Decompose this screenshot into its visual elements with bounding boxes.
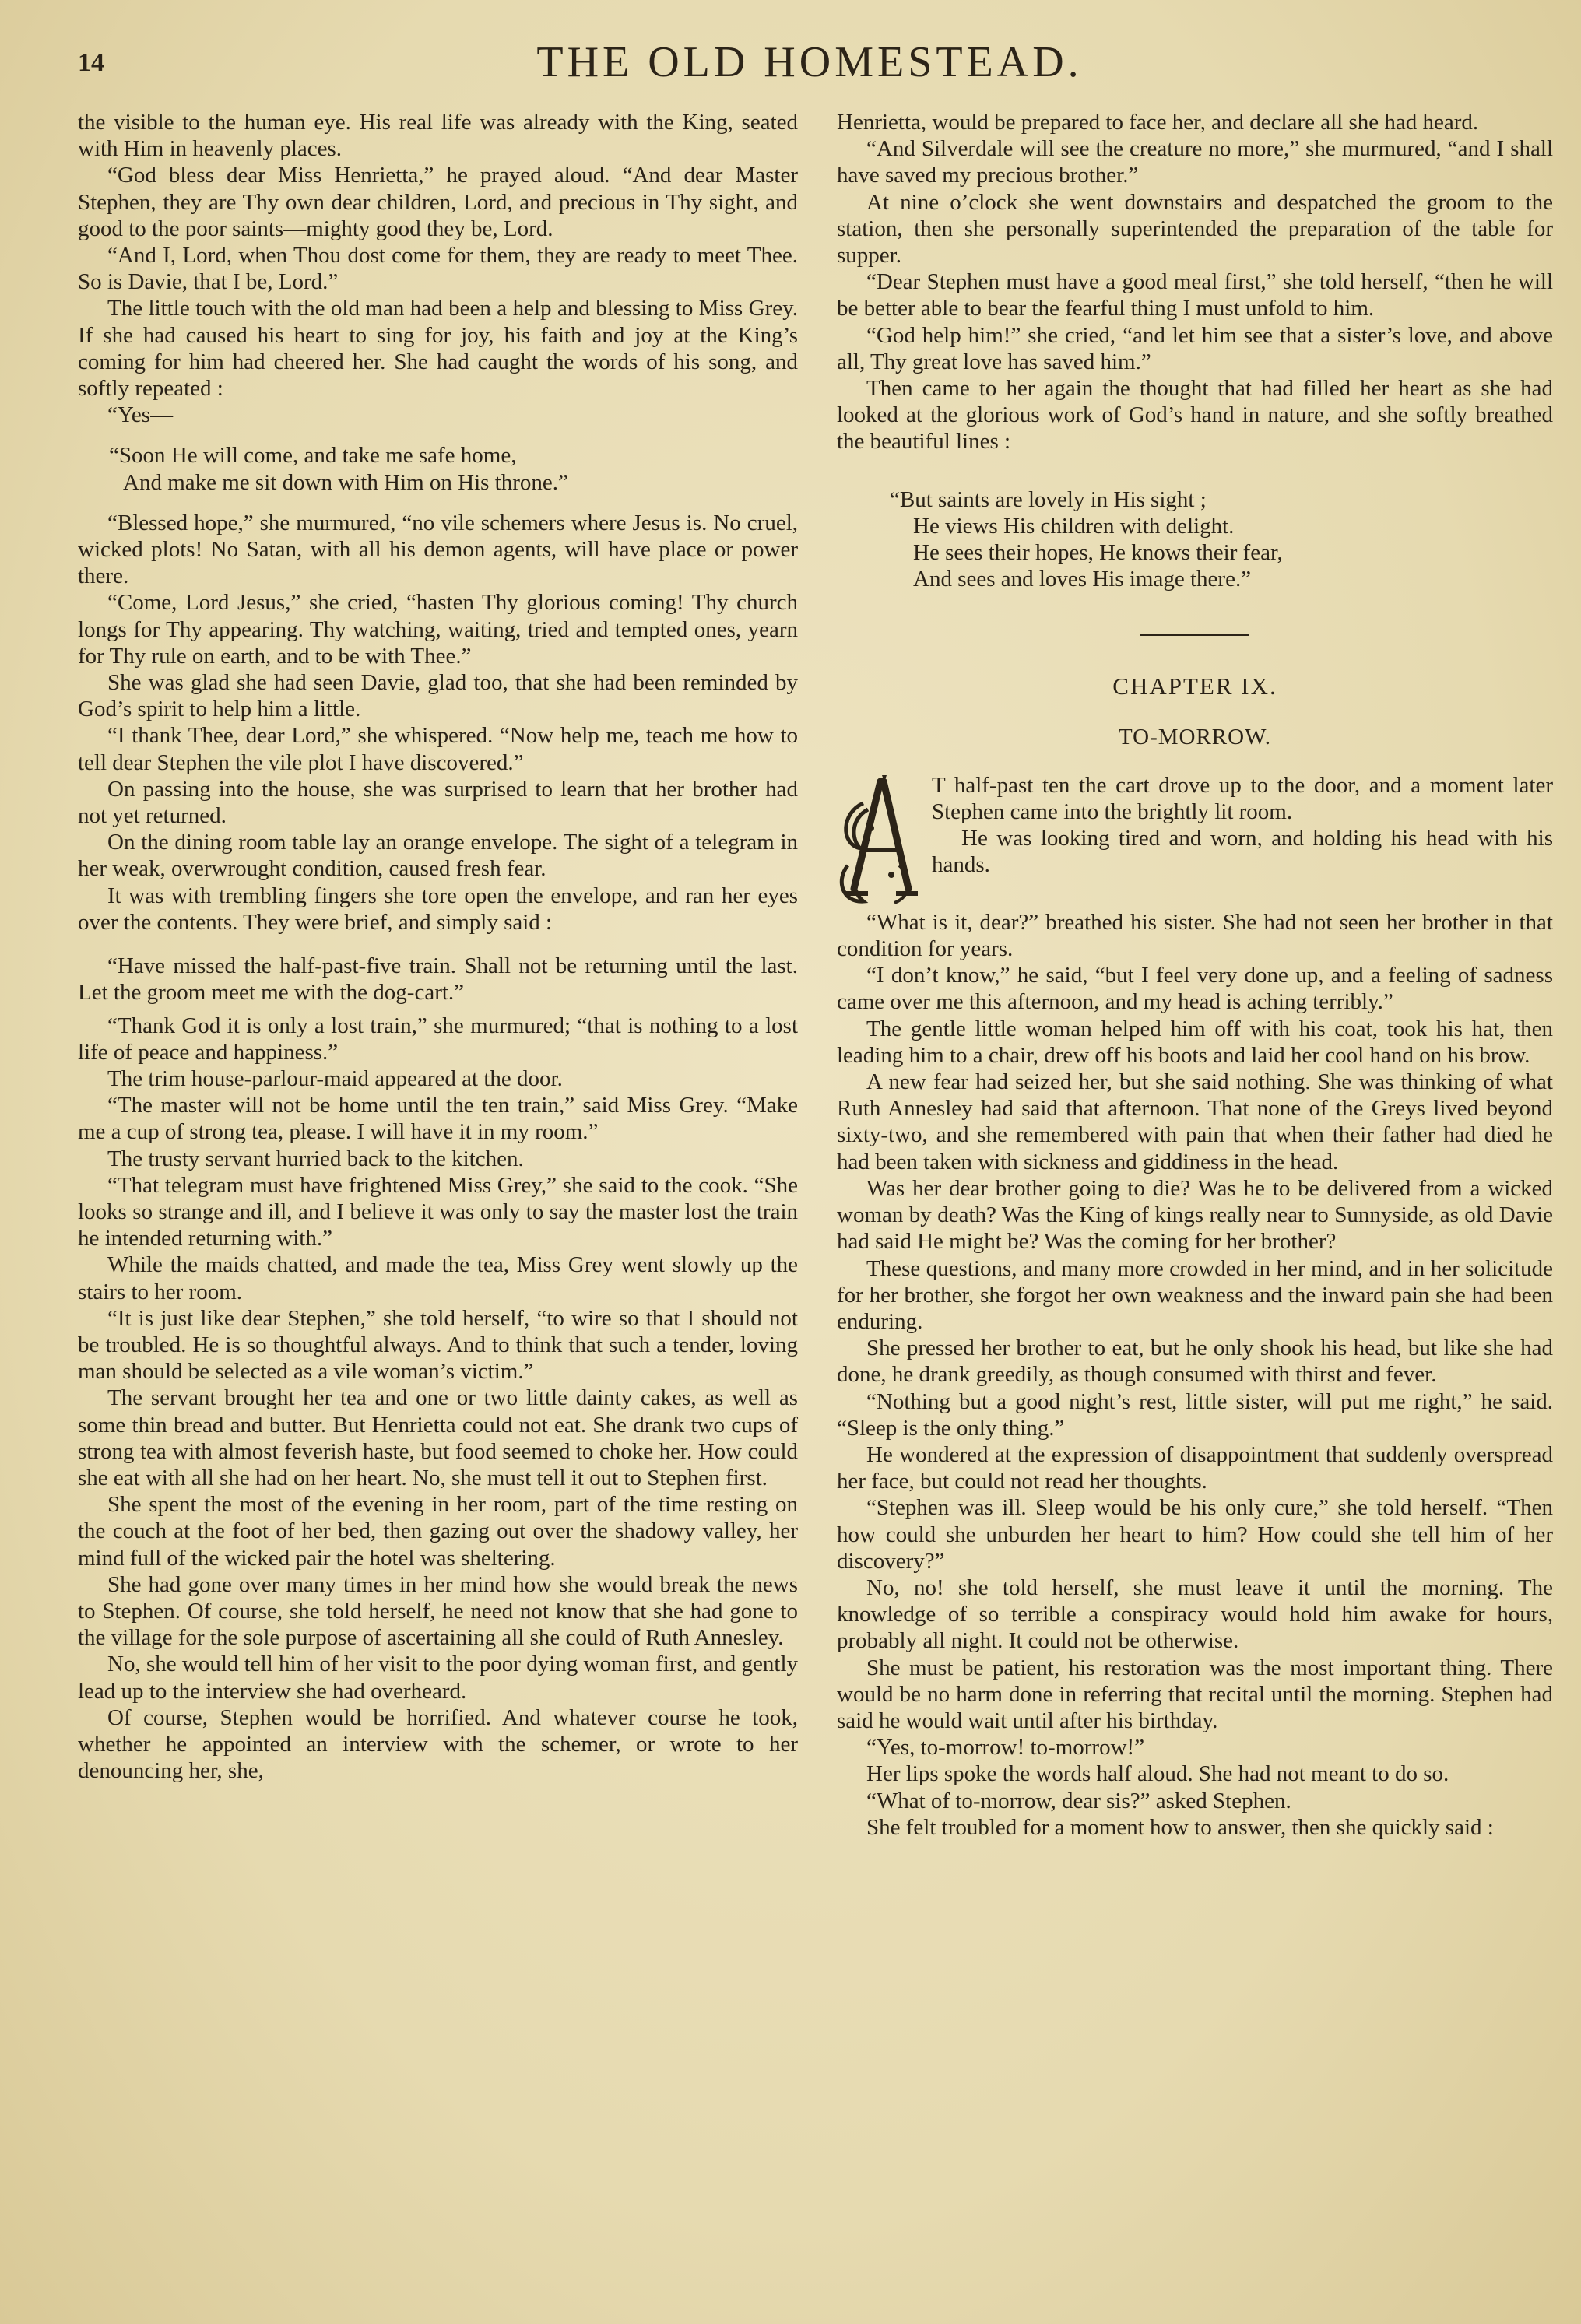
paragraph: The gentle little woman helped him off with his coat, took his hat, then leading him to a chair, drew off his boots and laid her cool hand on his brow. [837, 1016, 1553, 1068]
paragraph: No, no! she told herself, she must leave it until the morning. The knowledge of so terrible a conspiracy would hold him awake for hours, probably all night. It could not be otherwise. [837, 1574, 1553, 1654]
paragraph: She felt troubled for a moment how to answer, then she quickly said : [866, 1814, 1494, 1840]
paragraph: the visible to the human eye. His real life was already with the King, seated with Him in heavenly places. [78, 110, 798, 162]
section-divider [1140, 634, 1249, 636]
paragraph: She had gone over many times in her mind how she would break the news to Stephen. Of course, she told herself, he need not know that she had gone to the village for the sole purpose of ascertaining all she could of Ruth Annesley. [78, 1571, 798, 1651]
paragraph: “God bless dear Miss Henrietta,” he prayed aloud. “And dear Master Stephen, they are Thy own dear children, Lord, and precious in Thy sight, and good to the poor saints—mighty good they be, Lord. [78, 163, 798, 241]
paragraph: “Thank God it is only a lost train,” she murmured; “that is nothing to a lost life of peace and happiness.” [78, 1013, 798, 1065]
verse-line: And sees and loves His image there.” [913, 567, 1252, 592]
chapter-title: CHAPTER IX. [1112, 672, 1277, 700]
paragraph: A new fear had seized her, but she said nothing. She was thinking of what Ruth Annesley had said that afternoon. That none of the Greys lived beyond sixty-two, and she remembered with pain that when their father had died he had been taken with sickness and giddiness in the head. [837, 1069, 1553, 1174]
verse-quote [101, 442, 798, 495]
paragraph: “Nothing but a good night’s rest, little sister, will put me right,” he said. “Sleep is the only thing.” [837, 1388, 1553, 1441]
paragraph: At nine o’clock she went downstairs and despatched the groom to the station, then she personally superintended the preparation of the table for supper. [837, 189, 1553, 269]
verse-line: “But saints are lovely in His sight ; [890, 486, 1207, 512]
paragraph: “I don’t know,” he said, “but I feel very done up, and a feeling of sadness came over me this afternoon, and my head is aching terribly.” [837, 963, 1553, 1015]
telegram-text: “Have missed the half-past-five train. Shall not be returning until the last. Let the groom meet me with the dog-cart.” [78, 953, 798, 1006]
paragraph: On passing into the house, she was surprised to learn that her brother had not yet returned. [78, 776, 798, 829]
paragraph: She pressed her brother to eat, but he only shook his head, but like she had done, he drank greedily, as though consumed with thirst and fever. [837, 1336, 1553, 1388]
paragraph: Her lips spoke the words half aloud. She had not meant to do so. [866, 1761, 1449, 1787]
paragraph: The trim house-parlour-maid appeared at the door. [107, 1065, 563, 1091]
paragraph: The trusty servant hurried back to the kitchen. [107, 1146, 524, 1171]
paragraph: While the maids chatted, and made the tea, Miss Grey went slowly up the stairs to her room. [78, 1252, 798, 1304]
paragraph: She was glad she had seen Davie, glad too, that she had been reminded by God’s spirit to help him a little. [78, 670, 798, 722]
verse-line: “Soon He will come, and take me safe home, [109, 443, 517, 469]
page-number: 14 [78, 48, 104, 77]
verse-line: He sees their hopes, He knows their fear, [913, 540, 1283, 566]
paragraph: He wondered at the expression of disappointment that suddenly overspread her face, but could not read her thoughts. [837, 1441, 1553, 1494]
left-column [78, 109, 798, 1784]
paragraph: She must be patient, his restoration was the most important thing. There would be no harm done in referring that recital until the morning. Stephen had said he would wait until after his birthday. [837, 1655, 1553, 1733]
chapter-first-paragraph: T half-past ten the cart drove up to the door, and a moment later Stephen came into the brightly lit room. [932, 772, 1553, 825]
verse-quote [890, 486, 1553, 593]
paragraph: Of course, Stephen would be horrified. And whatever course he took, whether he appointed an interview with the schemer, or wrote to her denouncing her, she, [78, 1704, 798, 1784]
paragraph: “What is it, dear?” breathed his sister. She had not seen her brother in that condition for years. [837, 909, 1553, 962]
paragraph: “Blessed hope,” she murmured, “no vile schemers where Jesus is. No cruel, wicked plots! No Satan, with all his demon agents, will have place or power there. [78, 510, 798, 589]
paragraph: “The master will not be home until the ten train,” said Miss Grey. “Make me a cup of strong tea, please. I will have it in my room.” [78, 1093, 798, 1145]
paragraph: “And I, Lord, when Thou dost come for them, they are ready to meet Thee. So is Davie, that I be, Lord.” [78, 243, 798, 295]
chapter-opening [837, 772, 1553, 909]
paragraph: These questions, and many more crowded in her mind, and in her solicitude for her brother, she forgot her own weakness and the inward pain she had been enduring. [837, 1255, 1553, 1334]
paragraph: “Stephen was ill. Sleep would be his only cure,” she told herself. “Then how could she unburden her heart to him? How could she tell him of her discovery?” [837, 1495, 1553, 1574]
verse-line: And make me sit down with Him on His throne.” [123, 469, 568, 495]
paragraph: “And Silverdale will see the creature no more,” she murmured, “and I shall have saved my precious brother.” [837, 136, 1553, 188]
paragraph: He was looking tired and worn, and holding his head with his hands. [932, 826, 1553, 878]
paragraph: Was her dear brother going to die? Was he to be delivered from a wicked woman by death? Was the King of kings really near to Sunnyside, as old Davie had said He might be? Was the coming for her brother? [837, 1175, 1553, 1255]
paragraph: “It is just like dear Stephen,” she told herself, “to wire so that I should not be troubled. He is so thoughtful always. And to think that such a tender, loving man should be selected as a vile woman’s victim.” [78, 1305, 798, 1385]
paragraph: The servant brought her tea and one or two little dainty cakes, as well as some thin bread and butter. But Henrietta could not eat. She drank two cups of strong tea with almost feverish haste, but food seemed to choke her. How could she eat with all she had on her heart. No, she must tell it out to Stephen first. [78, 1385, 798, 1490]
paragraph: “Yes, to-morrow! to-morrow!” [866, 1735, 1145, 1761]
ornamental-drop-cap-icon [837, 772, 924, 909]
paragraph: Then came to her again the thought that had filled her heart as she had looked at the glorious work of God’s hand in nature, and she softly breathed the beautiful lines : [837, 376, 1553, 455]
paragraph: “God help him!” she cried, “and let him see that a sister’s love, and above all, Thy great love has saved him.” [837, 322, 1553, 374]
paragraph: “That telegram must have frightened Miss Grey,” she said to the cook. “She looks so strange and ill, and I believe it was only to say the master lost the train he intended returning with.” [78, 1172, 798, 1252]
paragraph: On the dining room table lay an orange envelope. The sight of a telegram in her weak, overwrought condition, caused fresh fear. [78, 830, 798, 882]
paragraph: “Come, Lord Jesus,” she cried, “hasten Thy glorious coming! Thy church longs for Thy appearing. Thy watching, waiting, tried and tempted ones, yearn for Thy rule on earth, and to be with Thee.” [78, 590, 798, 669]
running-head: THE OLD HOMESTEAD. [536, 38, 1083, 86]
paragraph: “Dear Stephen must have a good meal first,” she told herself, “then he will be better able to bear the fearful thing I must unfold to him. [837, 269, 1553, 321]
paragraph: The little touch with the old man had been a help and blessing to Miss Grey. If she had caused his heart to sing for joy, his faith and joy at the King’s coming for him had cheered her. She had caught the words of his song, and softly repeated : [78, 296, 798, 402]
paragraph: “I thank Thee, dear Lord,” she whispered. “Now help me, teach me how to tell dear Stephen the vile plot I have discovered.” [78, 723, 798, 775]
verse-line: He views His children with delight. [913, 513, 1235, 539]
paragraph: No, she would tell him of her visit to the poor dying woman first, and gently lead up to the interview she had overheard. [78, 1652, 798, 1704]
paragraph: She spent the most of the evening in her room, part of the time resting on the couch at the foot of her bed, then gazing out over the shadowy valley, her mind full of the wicked pair the hotel was sheltering. [78, 1492, 798, 1571]
paragraph: It was with trembling fingers she tore open the envelope, and ran her eyes over the contents. They were brief, and simply said : [78, 883, 798, 935]
paragraph: Henrietta, would be prepared to face her, and declare all she had heard. [837, 110, 1479, 135]
paragraph: “Yes— [107, 402, 174, 428]
paragraph: “What of to-morrow, dear sis?” asked Stephen. [866, 1788, 1291, 1813]
chapter-subtitle: TO-MORROW. [1118, 724, 1272, 750]
right-column [837, 109, 1553, 1841]
